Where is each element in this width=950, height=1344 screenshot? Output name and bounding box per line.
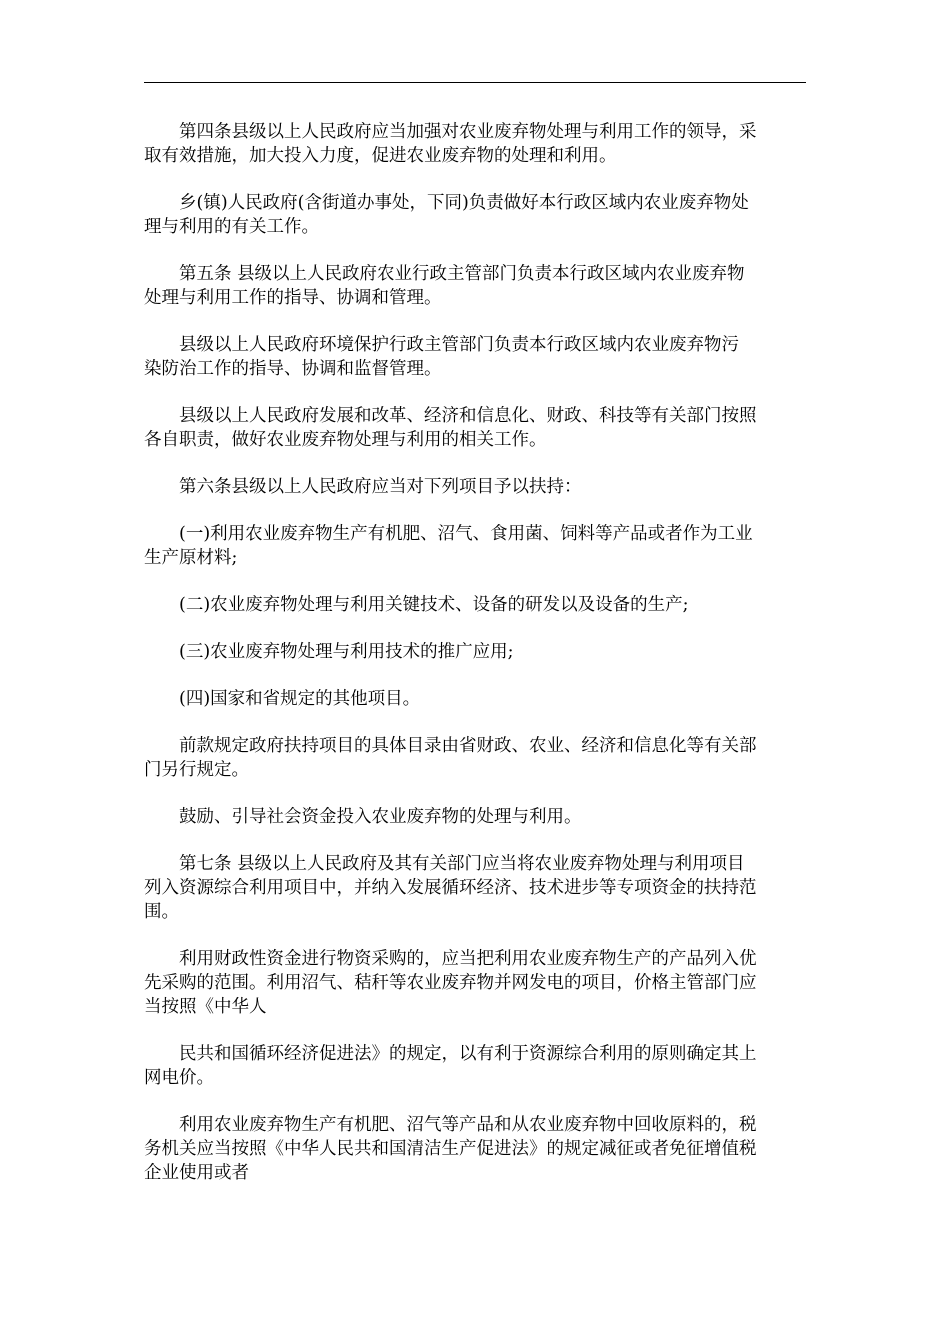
paragraph-grid-price: 民共和国循环经济促进法》的规定，以有利于资源综合利用的原则确定其上 网电价。 [144, 1044, 757, 1088]
header-rule [144, 82, 806, 83]
paragraph-departments-duty: 县级以上人民政府发展和改革、经济和信息化、财政、科技等有关部门按照 各自职责，做好农业废弃物处理与利用的相关工作。 [144, 406, 757, 450]
paragraph-article-7: 第七条 县级以上人民政府及其有关部门应当将农业废弃物处理与利用项目 列入资源综合利用项目中，并纳入发展循环经济、技术进步等专项资金的扶持范 围。 [144, 854, 757, 922]
paragraph-article-4: 第四条县级以上人民政府应当加强对农业废弃物处理与利用工作的领导，采 取有效措施，加大投入力度，促进农业废弃物的处理和利用。 [144, 122, 757, 166]
paragraph-article-5: 第五条 县级以上人民政府农业行政主管部门负责本行政区域内农业废弃物 处理与利用工作的指导、协调和管理。 [144, 264, 745, 308]
paragraph-procurement: 利用财政性资金进行物资采购的，应当把利用农业废弃物生产的产品列入优 先采购的范围。利用沼气、秸秆等农业废弃物并网发电的项目，价格主管部门应 当按照《中华人 [144, 949, 757, 1017]
paragraph-article-6: 第六条县级以上人民政府应当对下列项目予以扶持： [179, 477, 582, 497]
paragraph-item-3: (三)农业废弃物处理与利用技术的推广应用; [179, 642, 514, 662]
paragraph-township-duty: 乡(镇)人民政府(含街道办事处，下同)负责做好本行政区域内农业废弃物处 理与利用的有关工作。 [144, 193, 749, 237]
paragraph-social-capital: 鼓励、引导社会资金投入农业废弃物的处理与利用。 [179, 807, 582, 827]
paragraph-item-2: (二)农业废弃物处理与利用关键技术、设备的研发以及设备的生产; [179, 595, 689, 615]
document-body [144, 120, 806, 1208]
paragraph-support-catalog: 前款规定政府扶持项目的具体目录由省财政、农业、经济和信息化等有关部 门另行规定。 [144, 736, 757, 780]
paragraph-environment-duty: 县级以上人民政府环境保护行政主管部门负责本行政区域内农业废弃物污 染防治工作的指导、协调和监督管理。 [144, 335, 739, 379]
paragraph-tax: 利用农业废弃物生产有机肥、沼气等产品和从农业废弃物中回收原料的，税 务机关应当按照《中华人民共和国清洁生产促进法》的规定减征或者免征增值税 企业使用或者 [144, 1115, 757, 1183]
paragraph-item-1: (一)利用农业废弃物生产有机肥、沼气、食用菌、饲料等产品或者作为工业 生产原材料; [144, 524, 753, 568]
paragraph-item-4: (四)国家和省规定的其他项目。 [179, 689, 421, 709]
